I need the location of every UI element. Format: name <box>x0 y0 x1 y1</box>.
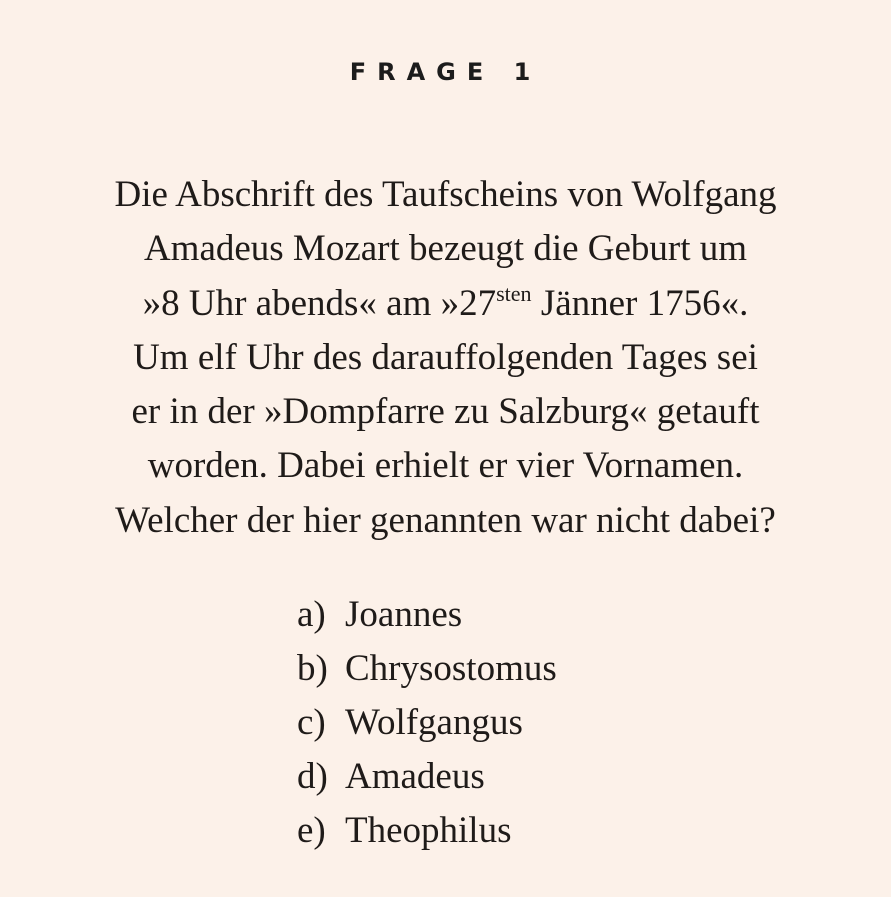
answer-option-e <box>297 804 557 858</box>
answer-letter: c) <box>297 702 326 743</box>
question-line-6: worden. Dabei erhielt er vier Vornamen. <box>147 445 744 487</box>
superscript-sten: sten <box>496 280 532 306</box>
question-line-3 <box>0 277 891 331</box>
question-line-2: Amadeus Mozart bezeugt die Geburt um <box>143 228 748 270</box>
answer-letter: a) <box>297 594 326 635</box>
answer-letter: d) <box>297 756 328 797</box>
question-line-7: Welcher der hier genannten war nicht dabei? <box>115 499 776 541</box>
answer-letter: b) <box>297 648 328 689</box>
answer-option-b <box>297 642 557 696</box>
answer-text: Theophilus <box>345 810 512 851</box>
question-line-4: Um elf Uhr des darauffolgenden Tages sei <box>133 336 758 378</box>
question-line-1: Die Abschrift des Taufscheins von Wolfgang <box>114 174 777 215</box>
answer-text: Wolfgangus <box>345 702 523 743</box>
question-line-5: er in der »Dompfarre zu Salzburg« getauft <box>131 391 760 433</box>
answer-list <box>297 588 557 858</box>
answer-text: Chrysostomus <box>345 648 557 689</box>
question-heading: FRAGE 1 <box>349 58 542 86</box>
answer-option-d <box>297 750 557 804</box>
question-text <box>0 168 891 548</box>
question-line-3-start: »8 Uhr abends« am »27 <box>142 282 497 324</box>
question-line-3-end: Jänner 1756«. <box>531 282 749 324</box>
answer-letter: e) <box>297 810 326 851</box>
answer-text: Amadeus <box>345 756 485 797</box>
answer-text: Joannes <box>345 594 463 635</box>
answer-option-c <box>297 696 557 750</box>
answer-option-a <box>297 588 557 642</box>
